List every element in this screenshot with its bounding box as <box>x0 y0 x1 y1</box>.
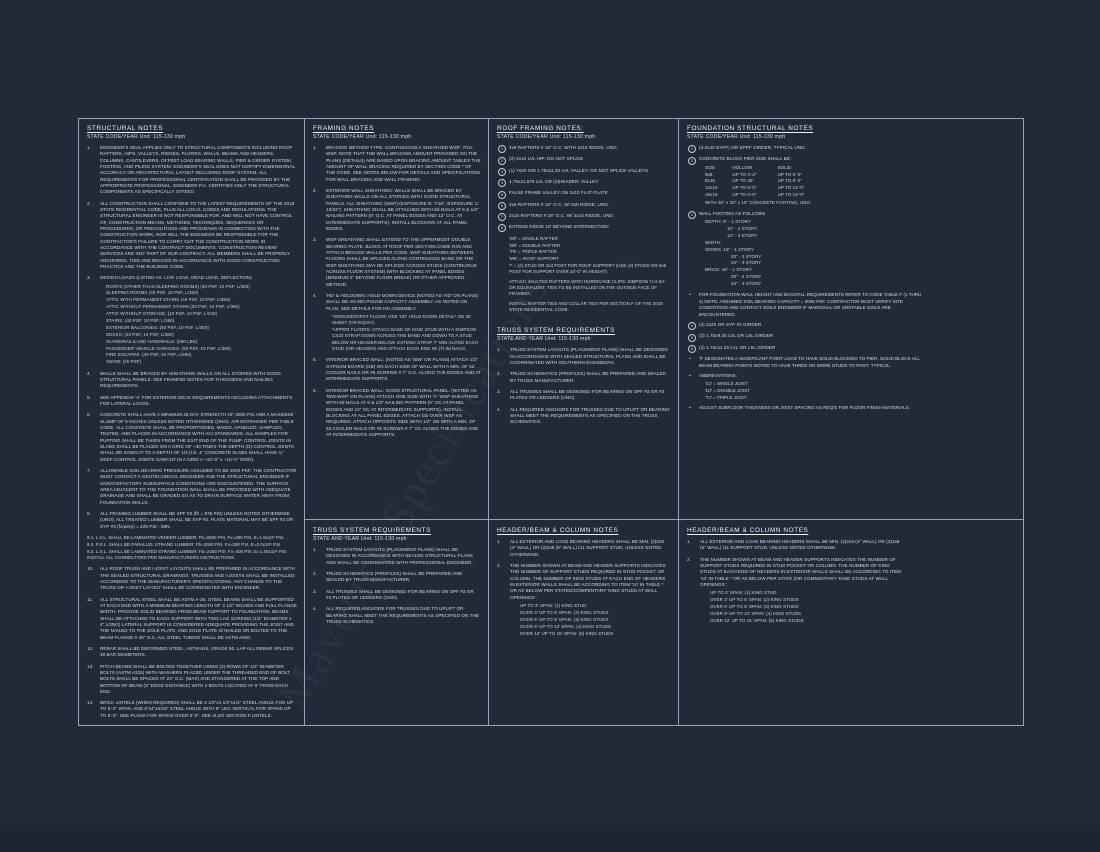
king-stud-item: OVER 3' UP TO 6' SPAN: (2) KING STUDS <box>520 609 609 615</box>
note-item: TRUSS SCHEMATICS (PROFILES) SHALL BE PREPARED AND SEALED BY TRUSS MANUFACTURER. <box>326 570 463 583</box>
rafter-note: 'DR' = DOUBLE RAFTER <box>509 242 561 248</box>
note-text: CONCRETE BLOCK PIER SIZE SHALL BE: <box>699 156 792 162</box>
note-item: ALL TRUSSES SHALL BE DESIGNED FOR BEARING ON SPF #2 OR #3 PLATES OR LEDGERS (UNO). <box>510 388 665 401</box>
note-item: INTERIOR BRACED WALL: (NOTED AS 'IBW' ON PLANS) ATTACH 1/2" GYPSUM BOARD (GB) ON EACH SIDE OF WALL WITH A MIN. OF 5d COOLER NAILS OR #6 SCREWS # 7" O.C. ALONG THE EDGES AND AT INTERMEDIATE SUPPORTS. <box>326 357 481 382</box>
lumber-grade-label: 9.3. <box>87 548 95 554</box>
design-load: ATTIC WITH PERMANENT STAIRS (40 PSF, 10 PSF, L/360) <box>106 297 231 303</box>
structural-notes-list-cont <box>87 566 297 719</box>
foundation-notes-list <box>687 145 912 287</box>
roof-framing-title: ROOF FRAMING NOTES: <box>497 125 584 132</box>
structural-notes-subtitle: STATE CODE/YEAR Und: 115-130 mph <box>87 134 186 140</box>
note-item: ALL CONSTRUCTION SHALL CONFORM TO THE LATEST REQUIREMENTS OF THE 2018 STATE RESIDENTIAL CODE, PLUS ALL LOCAL CODES AND REGULATIONS. THE STRUCTURAL ENGINEER IS NOT RESPONSIBLE FOR, AND WILL NOT HAVE CONTROL OF, CONSTRUCTION MEANS, METHODS, TECHNIQUES, SEQUENCES OR PROCEDURES, OR PRECAUTIONS AND PROGRAMS IN CONNECTION WITH THE CONSTRUCTION WORK, NOR WILL THE ENGINEER BE RESPONSIBLE FOR THE CONTRACTOR'S FAILURE TO CARRY OUT THE CONSTRUCTION WORK IN ACCORDANCE WITH THE CONTRACT DOCUMENTS. 'CONSTRUCTION REVIEW' SERVICES ARE NOT PART OF OUR CONTRACT. ALL MEMBERS SHALL BE PROPERLY ANCHORED, TIED AND BRACED IN ACCORDANCE WITH GOOD CONSTRUCTION PRACTICE AND THE BUILDING CODE. <box>100 200 295 269</box>
note-text: ALL FRAMING LUMBER SHALL BE SPF #2 (fb = 875 PSI) UNLESS NOTED OTHERWISE (UNO). ALL TREATED LUMBER SHALL BE SYP #2. PLATE MATERIAL MAY BE SPF #3 OR SYP #3 (fc/perp) = 425 PSI - MIN. <box>100 510 294 529</box>
holdown-subnote: *UPPER FLOORS: ATTACH BASE OF KING STUD WITH A SIMPSON CS22 STRAP DOWN ACROSS THE BAND AND DOWN TO A STUD BELOW OR HEADER BELOW. EXTEND STRAP 7" MIN ALONG EACH STUD (OR HEADER) AND ATTACH EACH END W/ (7) 8d NAILS. <box>332 327 479 351</box>
design-load: SLEEPING ROOMS (30 PSF, 10 PSF, L/360) <box>106 290 199 296</box>
king-stud-item: UP TO 3' SPAN: (1) KING STUD <box>710 590 777 596</box>
abbreviation-list <box>705 381 1016 401</box>
note-item: SEE APPENDIX 'A' FOR EXTERIOR DECK REQUIREMENTS INCLUDING ATTACHMENTS FOR LATERAL LOADS. <box>100 394 293 406</box>
note-item: (1) 7x20 GIR 1.75x11.25 LVL VALLEY: DO NOT SPLICE VALLEYS <box>497 168 671 174</box>
note-item: (3.2x40 SYPF) OR SPPF GIRDER, TYPICAL UNO. <box>687 145 912 151</box>
wall-footing-list <box>705 219 912 287</box>
note-item: ENGINEER'S SEAL APPLIES ONLY TO STRUCTURAL COMPONENTS INCLUDING ROOF RAFTERS, HIPS, VALLEYS, RIDGES, FLOORS, WALLS, BEAMS AND HEADERS, COLUMNS, CANTILEVERS, OFFSET LOAD BEARING WALLS, PIER & GIRDER SYSTEM, FOOTING, AND PILING SYSTEM. ENGINEER'S SEAL DOES NOT CERTIFY DIMENSIONAL ACCURACY OR ARCHITECTURAL LAYOUT INCLUDING ROOF SYSTEM. ALL REQUIREMENTS FOR PROFESSIONAL CERTIFICATION SHALL BE PROVIDED BY THE APPROPRIATE PROFESSIONAL. ENGINEER P.A. CERTIFIES ONLY THE STRUCTURAL COMPONENTS AS SPECIFICALLY STATED. <box>100 145 296 195</box>
note-item <box>313 293 481 352</box>
design-loads-list <box>106 284 297 366</box>
note-item: ALL REQUIRED ANCHORS FOR TRUSSES DUE TO UPLIFT OR BEARING SHALL MEET THE REQUIREMENTS AS SPECIFIED ON THE TRUSS SCHEMATICS. <box>326 606 479 624</box>
panel-subtitle: STATE AND YEAR Und: 115-130 mph <box>313 536 407 542</box>
note-item: ALL ROOF TRUSS AND I-JOIST LAYOUTS SHALL BE PREPARED IN ACCORDANCE WITH THE SEALED STRUCTURAL DRAWINGS. TRUSSES AND I-JOISTS SHALL BE INSTALLED ACCORDING TO THE MANUFACTURER'S SPECIFICATIONS. ANY CHANGE TO THE TRUSS OR I-JOIST LAYOUT SHALL BE COORDINATED WITH ENGINEER. <box>100 566 295 591</box>
roof-framing-subtitle: STATE CODE/YEAR Und: 115-130 mph <box>497 134 596 140</box>
note-text: THE NUMBER SHOWN AT BEAM AND HEADER SUPPORTS INDICATES THE NUMBER OF SUPPORT STUDS REQUIRED IN STUD POCKET OR COLUMN. THE NUMBER OF KING STUDS AT EACH END OF HEADERS IN EXTERIOR WALLS SHALL BE ACCORDING TO ITEM '10' IN TABLE * OR AS BELOW PER STATED/COMPENTARY 'KING STUDS AT WALL OPENINGS': <box>510 562 666 600</box>
note-text: DESIGN LOADS (LISTED AS: LIVE LOAD, DEAD LOAD, DEFLECTION) <box>100 275 252 281</box>
truss-requirements-list <box>497 347 671 425</box>
design-load: GUARDRAILS AND HANDRAILS: (200 LBS) <box>106 338 198 344</box>
king-stud-item: OVER 3' UP TO 6' SPAN: (2) KING STUDS <box>710 597 799 603</box>
lumber-grade-text: L.V.L. SHALL BE LAMINATED VENEER LUMBER: Fb=2600 PSI, Fv=285 PSI, E=1.9x10⁶ PSI. <box>95 534 285 540</box>
foundation-extra-note-1: • FOR FOUNDATION WALL HEIGHT AND BACKFILL REQUIREMENTS REFER TO CODE TABLE F (1 THRU 4) NOTE: ASSUMED SOIL BEARING CAPACITY = 2000 PSF. CONTRACTOR MUST VERIFY SITE CONDITIONS AND CONTACT SOILS ENGINEER IF MARGINAL OR UNSTABLE SOILS ARE ENCOUNTERED. <box>689 292 922 317</box>
panel-truss-system-requirements <box>305 519 489 725</box>
note-item: ALL REQUIRED ANCHORS FOR TRUSSES DUE TO UPLIFT OR BEARING SHALL MEET THE REQUIREMENTS AS SPECIFIED ON THE TRUSS SCHEMATICS. <box>510 406 670 425</box>
design-load: STAIRS: (40 PSF, 10 PSF, L/360) <box>106 318 175 324</box>
pier-table-footnote: WITH 30" x 30" x 10" CONCRETE FOOTING, UNO. <box>705 199 812 205</box>
note-item: FALSE FRAME VALLEY ON 2x10 FLAT PLATE <box>497 190 671 196</box>
foundation-girder-list <box>687 322 912 351</box>
note-item: ALL STRUCTURAL STEEL SHALL BE ASTM A-36. STEEL BEAMS SHALL BE SUPPORTED AT EACH END WITH A MINIMUM BEARING LENGTH OF 3 1/2" INCHES AND FULL FLANGE WIDTH. PROVIDE SOLID BEARING FROM BEAM SUPPORT TO FOUNDATION. BEAMS SHALL BE ATTACHED TO EACH SUPPORT WITH TWO LAG SCREWS (1/2" DIAMETER x 4" LONG) LATERAL SUPPORT IS CONSIDERED ADEQUATE PROVIDING THE JOIST AND THE NAILED TO THE SOLE PLATE, AND SOLE PLATE IS NAILED OR BOLTED TO THE BEAM FLANGE # 48" O.C. ALL STEEL TUBING SHALL BE ASTM A500. <box>100 596 297 640</box>
framing-notes-title: FRAMING NOTES <box>313 125 375 132</box>
note-item: ALL EXTERIOR AND LOAD BEARING HEADERS SHALL BE MIN. (2)2x8 (4" WALL) OR (3)2x8 (6" WALL) (11 SUPPORT STUD, UNLESS NOTED OTHERWISE. <box>510 539 664 557</box>
design-load: PASSENGER VEHICLE GARAGES: (50 PSF, 10 PSF, L/360) <box>106 345 231 351</box>
pier-table-row <box>705 178 912 184</box>
king-stud-list <box>520 603 670 637</box>
note-item <box>687 211 912 288</box>
cell: 16x16 <box>705 192 718 198</box>
design-load: FIRE ESCAPES: (40 PSF, 10 PSF, L/360) <box>106 352 192 358</box>
note-item: (2) 1.75x11.25 LVL OR LSL GIRDER <box>687 345 912 351</box>
rafter-note: 'MR' = ROOF SUPPORT <box>509 256 559 262</box>
column-structural-notes <box>79 119 305 725</box>
rafter-note: ATTACH VAULTED RAFTERS WITH HURRICANE CLIPS: SIMPSON 'H-2.5A' OR EQUIVALENT. TIES TO BE INSTALLED ON THE OUTSIDE FACE OF FRAMING. <box>509 278 666 297</box>
note-item <box>687 156 912 205</box>
roof-framing-list <box>497 145 671 231</box>
wall-footing-item: SIDING: 16" - 1 STORY <box>705 246 754 252</box>
note-item: EXTEND RIDGE 10' BEYOND INTERSECTION <box>497 224 671 230</box>
note-text: FOR FOUNDATION WALL HEIGHT AND BACKFILL REQUIREMENTS REFER TO CODE TABLE F (1 THRU 4) NOTE: ASSUMED SOIL BEARING CAPACITY = 2000 PSF. CONTRACTOR MUST VERIFY SITE CONDITIONS AND CONTACT SOILS ENGINEER IF MARGINAL OR UNSTABLE SOILS ARE ENCOUNTERED. <box>699 292 922 317</box>
foundation-extra-note-2: • '#' DESIGNATES A SIGNIFICANT POINT LOAD TO HAVE SOLID BLOCKING TO PIER. SOLID BLOCK ALL BEAM BEARING POINTS NOTED TO HAVE THREE OR MORE STUDS TO POST, TYPICAL. <box>689 356 920 368</box>
note-item <box>687 557 902 625</box>
cell: UP TO 6'-0" <box>732 192 757 198</box>
wall-footing-item: 12" - 3 STORY <box>727 232 758 238</box>
note-item <box>87 275 297 365</box>
panel-header-beam-column-notes-1 <box>489 519 679 725</box>
note-item: (4) 2x20 OR SYP #2 GIRDER <box>687 322 912 328</box>
cell: UP TO 32" <box>732 178 755 184</box>
note-item: TRUSS SYSTEM LAYOUTS (PLACEMENT PLANS) SHALL BE DESIGNED IN ACCORDANCE WITH SEALED STRUCTURAL PLANS AND SHALL BE COORDINATED WITH PROFESSIONAL ENGINEER. <box>326 547 473 565</box>
cell: UP TO 5'-0" <box>777 171 802 177</box>
wall-footing-item: 20" - 2 STORY <box>731 253 762 259</box>
design-load: EXTERIOR BALCONIES: (60 PSF, 10 PSF, L/360) <box>106 324 209 330</box>
note-text: 'HD' & HOLDOWN: HOLD-DOWN DEVICE (NOTED AS 'HD' ON PLANS) SHALL BE AN 800 POUND CAPACITY ASSEMBLY. AS NOTED ON PLAN. SEE DETAILS FOR HD ASSEMBLY. <box>326 292 479 311</box>
note-item: 2x10 RAFTERS # 16" O.C. W/ 2x12 RIDGE, UNO. <box>497 213 671 219</box>
note-text: '#' DESIGNATES A SIGNIFICANT POINT LOAD TO HAVE SOLID BLOCKING TO PIER. SOLID BLOCK ALL BEAM BEARING POINTS NOTED TO HAVE THREE OR MORE STUDS TO POST, TYPICAL. <box>699 356 920 368</box>
pier-table-row <box>705 185 912 191</box>
design-load: ATTIC WITHOUT STORAGE, (10 PSF, 10 PSF, L/240) <box>106 311 218 317</box>
note-item: PITCH BEAMS SHALL BE BOLTED TOGETHER USING (2) ROWS OF 1/2" DIAMETER BOLTS (ASTM A325) WITH WASHERS PLACED UNDER THE THREADED END OF BOLT. BOLTS SHALL BE SPACED AT 24" O.C. (MAX) AND STAGGERED AT THE TOP AND BOTTOM OF BEAM (3" EDGE DISTANCE) WITH 2 BOLTS LOCATED AT 6" FROM EACH END. <box>100 663 291 694</box>
panel-notes-list <box>497 539 670 637</box>
wall-footing-item: 20" - 2 STORY <box>731 274 762 280</box>
panel-notes-list <box>313 547 480 625</box>
lumber-grade-row <box>87 535 297 541</box>
design-load: DECKS: (40 PSF, 10 PSF, L/360) <box>106 331 174 337</box>
lumber-grade-label: 9.2. <box>87 541 95 547</box>
note-item <box>497 563 670 637</box>
note-item: (2) 1.75x9.25 LVL OR LSL GIRDER <box>687 333 912 339</box>
rafter-note: INSTALL RAFTER TIES AND COLLAR TIES PER SECTION F OF THE 2018 STATE RESIDENTIAL CODE. <box>509 300 663 312</box>
lumber-grade-label: 9.1. <box>87 534 95 540</box>
note-item: REBAR SHALL BE DEFORMED STEEL, ASTM-615, GRADE 60. LAP ALL REBAR SPLICES 30 BAR DIAMETERS. <box>100 645 294 658</box>
king-stud-list <box>710 590 902 624</box>
panel-title: TRUSS SYSTEM REQUIREMENTS <box>313 527 431 534</box>
panel-title: HEADER/BEAM & COLUMN NOTES <box>687 527 809 534</box>
cell: UP TO 3'-2" <box>732 171 757 177</box>
note-item: 2x6 RAFTERS # 16" O.C. W/ 2x8 RIDGE, UNO. <box>497 202 671 208</box>
design-load: ROOFS (OTHER THAN SLEEPING ROOMS) (40 PSF, 10 PSF, L/360) <box>106 283 250 289</box>
wall-footing-item: 10" - 2 STORY <box>727 226 758 232</box>
holdown-subnotes <box>332 314 481 352</box>
design-load: ATTIC WITHOUT PERMANENT STAIRS (20 PSF, 10 PSF, L/360) <box>106 304 240 310</box>
note-item: TRUSS SYSTEM LAYOUTS (PLACEMENT PLANS) SHALL BE DESIGNED IN ACCORDANCE WITH SEALED STRUCTURAL PLANS AND SHALL BE COORDINATED WITH SOUTHERN ENGINEERS. <box>510 347 668 365</box>
king-stud-item: OVER 9' UP TO 12' SPAN: (4) KING STUDS <box>710 610 802 616</box>
note-item <box>87 511 297 530</box>
pier-table-row <box>705 172 912 178</box>
note-item: EXTERIOR WALL SHEATHING: WALLS SHALL BE BRACED BY SHEATHING WALLS ON ALL STORIES WITH GOOD STRUCTURAL PANELS. ALL SHEATHING (WSP) (EXPOSURE B: 7/16", EXPOSURE C: 15/32"). SHEATHING SHALL BE ATTACHED WITH 8d NAILS AT 6 & 1/2" NAILING PATTERN (6" O.C. AT PANEL EDGES AND 12" O.C. AT INTERMEDIATE SUPPORTS). INSTALL BLOCKING AT ALL PANEL EDGES. <box>326 187 480 231</box>
cell: UP TO 12'-0" <box>777 185 805 191</box>
wall-footing-item: 24" - 3 STORY <box>731 260 762 266</box>
pier-col-hollow: HOLLOW <box>732 164 753 170</box>
note-item: WALLS SHALL BE BRACED BY SHEATHING WALLS ON ALL STORIES WITH GOOD STRUCTURAL PANELS. SEE FRAMING NOTES FOR THICKNESS AND NAILING REQUIREMENTS. <box>100 370 281 389</box>
note-item: (2) 2x10 LVL HIP: DO NOT SPLICE <box>497 156 671 162</box>
cell: 8x16 <box>705 178 715 184</box>
truss-requirements-title: TRUSS SYSTEM REQUIREMENTS <box>497 327 615 335</box>
abbreviations-heading: • ABBREVIATIONS: <box>689 372 737 378</box>
notes-frame <box>78 118 1024 726</box>
wall-footing-item: 24" - 3 STORY <box>731 281 762 287</box>
note-text: WALL FOOTING AS FOLLOWS <box>699 210 766 216</box>
cell: UP TO 12'-0" <box>777 192 805 198</box>
rafter-note: ** = (2) STUD OR 4x4 POST FOR ROOF SUPPORT (USE (3) STUDS OR 6x6 POST FOR SUPPORT OVER 10'-0" IN HEIGHT) <box>509 263 667 275</box>
rafter-abbreviations <box>509 236 671 314</box>
king-stud-item: UP TO 3' SPAN: (1) KING STUD <box>520 602 587 608</box>
pier-table-row <box>705 192 912 198</box>
note-item: BRICK LINTELS (WHEN REQUIRED) SHALL BE 3 1/2"x3 1/2"x1/4" STEEL ANGLE FOR UP TO 6'-0" SPAN, AND 6"x4"x5/16" STEEL ANGLE WITH 6" LEG VERTICAL FOR SPANS UP TO 5'-0". SEE PLANS FOR SPANS OVER 5'-0". SEE ALSO SECTION F.LINTELS. <box>100 700 294 718</box>
cell: 8x8 <box>705 171 713 177</box>
note-item: 2x8 RAFTERS # 16" O.C. WITH 2x10 RIDGE, UNO. <box>497 145 671 151</box>
panel-header-beam-column-notes-2 <box>679 519 1023 725</box>
lumber-grade-text: L.S.L. SHALL BE LAMINATED STRAND LUMBER: Fb=2250 PSI, Fv=400 PSI, E=1.55x10⁶ PSI. INSTALL ALL CONNECTORS PER MANUFACTURERS INSTRUCTIONS. <box>87 548 288 560</box>
design-load: SNOW: (20 PSF) <box>106 359 142 365</box>
holdown-subnote: *GROUND/FIRST FLOOR: USE 'HD' HOLD-DOWN DETAIL* ON 30 SHEET (OR EQUIV). <box>332 313 471 326</box>
note-item: CONCRETE SHALL HAVE A MINIMUM 28 DAY STRENGTH OF 3000 PSI AND A MAXIMUM SLUMP OF 5 INCHES UNLESS NOTED OTHERWISE (UNO). AIR ENTRAINED PER TABLE CODE. ALL CONCRETE SHALL BE PROPORTIONED, MIXED, HANDLED, SAMPLED, TESTED, AND PLACED IN ACCORDANCE WITH ACI STANDARDS. ALL SAMPLES FOR PUFFING SHALL BE TAKEN FROM THE EXIT END OF THE PUMP. CONTROL JOINTS IN SLABS SHALL BE PLACED ON A GRID OF ~30 TIMES THE DEPTH (D) CONTROL JOINTS SHALL BE SAWCUT TO A DEPTH OF 1/3 (I.E. 4" CONCRETE SLABS SHALL HAVE ¼" DEEP CONTROL JOINTS SAWCUT IN A GRID A ~10'-0" x ~10'-0" GRID). <box>100 412 294 462</box>
abbreviation-item: 'TJ' = TRIPLE JOIST <box>705 395 747 401</box>
cell: UP TO 6'-0" <box>732 185 757 191</box>
panel-title: HEADER/BEAM & COLUMN NOTES <box>497 527 619 534</box>
note-item: WSP SHEATHING SHALL EXTEND TO THE UPPERMOST DOUBLE BEARING PLATE. BLOCK AT ROOF PER SECTION CODE R4S AND ATTACH BRACED WALLS PER CODE. WSP SHEATHING BETWEEN FLOORS SHALL BE SPLICED ALONG CONTINUOUS BAND OR THE WSP SHEATHING MAY BE SPLICED ACROSS STUDS (CONTINUOUS ACROSS FLOOR SYSTEM) WITH BLOCKING AT PANEL EDGES (MINIMUM 2" BEYOND FLOOR BREAK) OR OTHER APPROVED METHOD. <box>326 237 477 287</box>
foundation-notes-title: FOUNDATION STRUCTURAL NOTES <box>687 125 814 132</box>
rafter-note: 'SR' = SINGLE RAFTER <box>509 235 558 241</box>
note-item: ALLOWABLE SOIL BEARING PRESSURE ASSUMED TO BE 2000 PSF. THE CONTRACTOR MUST CONTACT A GEOTECHNICAL ENGINEER AND THE STRUCTURAL ENGINEER IF UNSATISFACTORY SUBSURFACE CONDITIONS ARE ENCOUNTERED. THE SURFACE AREA ADJACENT TO THE FOUNDATION WALL SHALL BE PROVIDED WITH ADEQUATE DRAINAGE AND SHALL BE GRADED SO AS TO DRAIN SURFACE WATER AWAY FROM FOUNDATION WALLS. <box>100 467 297 505</box>
king-stud-item: OVER 12' UP TO 15' SPAN: (5) KING STUDS <box>520 630 614 636</box>
note-text: ABBREVIATIONS: <box>699 372 737 378</box>
wall-footing-item: WIDTH: <box>705 239 722 245</box>
note-item: INTERIOR BRACED WALL: GOOD STRUCTURAL PANEL: (NOTED AS 'IBW-WSP' ON PLANS) ATTACH ONE SIDE WITH ½" WSP SHEATHING WITH 8d NAILS AT 6 & 1/2" NAILING PATTERN (6" OC AT PANEL EDGES AND 12" OC AT INTERMEDIATE SUPPORTS). INSTALL BLOCKING AT ALL PANEL EDGES. ATTACH GB OVER WSP AS REQUIRED. ATTACH OPPOSITE SIDE WITH 1/2" GB WITH A MIN. OF 5d COOLER NAILS OR #6 SCREWS # 7" OC ALONG THE EDGES AND AT INTERMEDIATE SUPPORTS. <box>326 387 479 437</box>
framing-notes-subtitle: STATE CODE/YEAR Und: 115-130 mph <box>313 134 412 140</box>
note-item: ALL TRUSSES SHALL BE DESIGNED FOR BEARING ON SPF #2 OR #3 PLATES OR LEDGERS (UNO). <box>326 588 474 600</box>
note-item: BRACING METHOD TYPE: CONTINUOUSLY SHEATHED WSP: 7/16-WSP. NOTE THAT THE WALL BRACING AMOUNT PROVIDED ON THE PLANS (DETAILS) ARE BASED UPON BRACING AMOUNT TABLES THE AMOUNT OF WALL BRACING REQUIRED BY SECTION CODE * OF THE CODE. SEE NOTES BELOW FOR DETAILS AND SPECIFICATIONS FOR WALL BRACING AND WALL FRAMING. <box>326 145 481 182</box>
king-stud-item: OVER 6' UP TO 9' SPAN: (3) KING STUDS <box>710 604 799 610</box>
lumber-grade-text: P.S.L. SHALL BE PARALLEL STRAND LUMBER: Fb=2900 PSI, Fv=290 PSI, E=2.0x10⁶ PSI. <box>95 541 282 547</box>
wall-footing-item: BRICK: 16" - 1 STORY <box>705 267 752 273</box>
abbreviation-item: 'SJ' = SINGLE JOIST <box>705 381 748 387</box>
pier-col-size: SIZE <box>705 164 716 170</box>
cell: 12x16 <box>705 185 718 191</box>
note-item: TRUSS SCHEMATICS (PROFILES) SHALL BE PREPARED AND SEALED BY TRUSS MANUFACTURER. <box>510 371 666 383</box>
structural-notes-title: STRUCTURAL NOTES <box>87 125 164 132</box>
abbreviation-item: 'DJ' = DOUBLE JOIST <box>705 388 750 394</box>
pier-size-table <box>705 165 912 206</box>
note-text: THE NUMBER SHOWN AT BEAM AND HEADER SUPPORTS INDICATES THE NUMBER OF SUPPORT STUDS REQUIRED IN STUD POCKET OR COLUMN. THE NUMBER OF KING STUDS AT EACH END OF HEADERS IN EXTERIOR WALLS SHALL BE ACCORDING TO ITEM '10' IN TABLE * OR AS BELOW PER STATE (OR COMMENTARY 'KING STUDS AT WALL OPENINGS': <box>700 556 902 587</box>
pier-table-header <box>705 165 912 171</box>
lumber-grade-row <box>87 549 297 562</box>
structural-notes-list <box>87 145 297 530</box>
foundation-extra-note-3: • ADJUST SUBFLOOR THICKNESS OR JOIST SPACING AS REQ'D FOR FLOOR FINISH MATERIALS. <box>689 405 911 411</box>
foundation-notes-subtitle: STATE CODE/YEAR Und: 115-130 mph <box>687 134 786 140</box>
king-stud-item: OVER 12' UP TO 15' SPAN: (5) KING STUDS <box>710 617 804 623</box>
king-stud-item: OVER 6' UP TO 9' SPAN: (3) KING STUDS <box>520 616 609 622</box>
note-item: ALL EXTERIOR AND LOAD BEARING HEADERS SHALL BE MIN. (2)2x8 (4" WALL) OR (3)2x8 (6" WALL) (11 SUPPORT STUD, UNLESS NOTED OTHERWISE. <box>700 539 900 551</box>
truss-requirements-subtitle: STATE AND YEAR Und: 115-130 mph <box>497 336 591 343</box>
rafter-note: 'TR' = TRIPLE RAFTER <box>509 249 557 255</box>
cell: UP TO 9'-0" <box>777 178 802 184</box>
panel-notes-list <box>687 539 902 624</box>
lumber-grade-list <box>87 535 297 561</box>
note-text: ADJUST SUBFLOOR THICKNESS OR JOIST SPACING AS REQ'D FOR FLOOR FINISH MATERIALS. <box>699 405 911 411</box>
king-stud-item: OVER 9' UP TO 12' SPAN: (4) KING STUDS <box>520 623 612 629</box>
lumber-grade-row <box>87 542 297 548</box>
pier-col-solid: SOLID <box>777 164 792 170</box>
note-item: 1.75x11.875 LVL OR (2)HEADER: VALLEY <box>497 179 671 185</box>
framing-notes-list <box>313 145 481 438</box>
wall-footing-item: DEPTH: 8" - 1 STORY <box>705 219 751 225</box>
